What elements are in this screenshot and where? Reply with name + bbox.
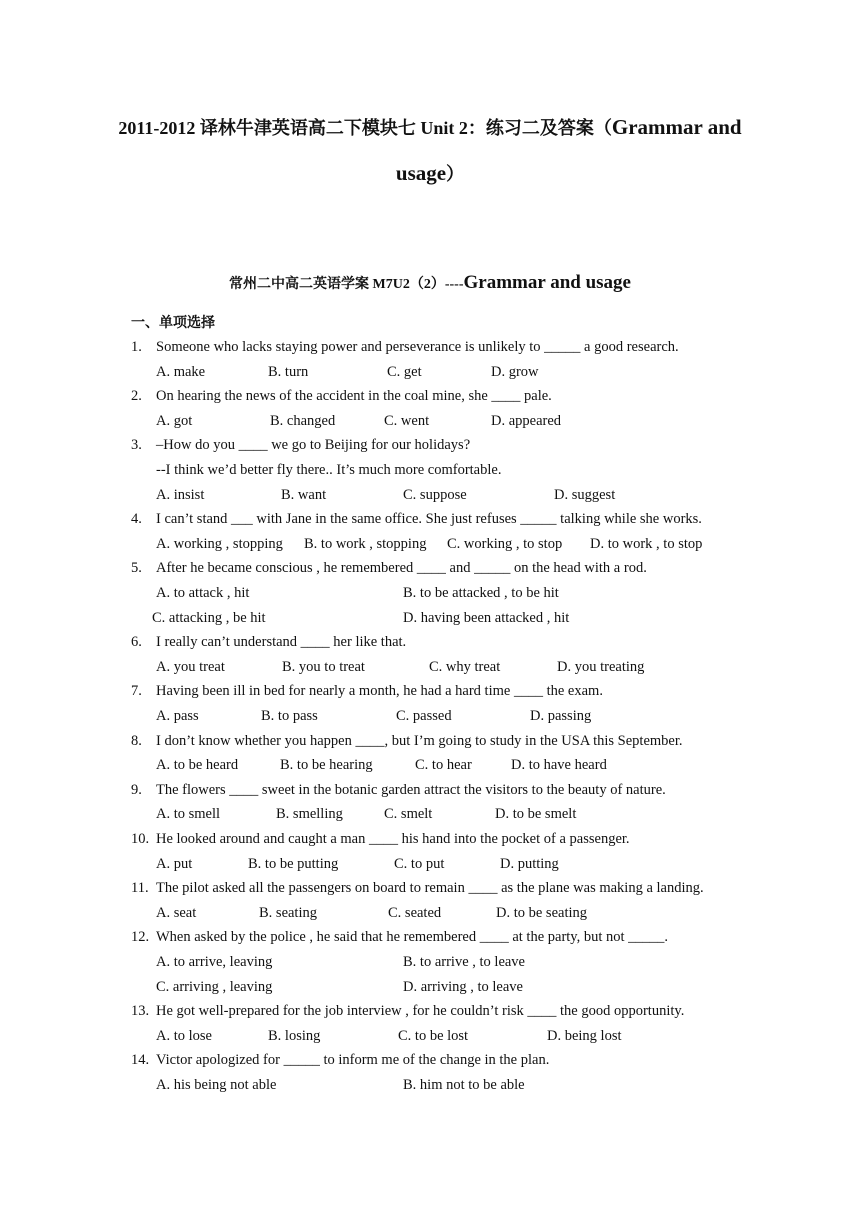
question-number: 11.	[131, 880, 149, 897]
answer-option: B. to be putting	[248, 855, 339, 872]
question-number: 1.	[131, 339, 142, 355]
answer-option: A. make	[156, 363, 206, 380]
answer-option: D. being lost	[547, 1027, 622, 1044]
answer-option: B. smelling	[276, 806, 343, 823]
question-text: I don’t know whether you happen ____, but I’m going to study in the USA this September.	[156, 732, 683, 749]
answer-option: A. insist	[156, 486, 205, 503]
answer-option: D. to have heard	[511, 757, 607, 774]
answer-option: A. to be heard	[156, 757, 239, 774]
answer-option: A. got	[156, 412, 193, 429]
answer-option: B. seating	[259, 904, 317, 921]
answer-option: A. to arrive, leaving	[156, 954, 273, 970]
answer-option: B. turn	[268, 363, 309, 380]
answer-option: C. seated	[388, 904, 442, 921]
answer-option: A. working , stopping	[156, 535, 283, 552]
question-number: 4.	[131, 511, 142, 528]
answer-option: A. put	[156, 855, 193, 872]
answer-option: D. having been attacked , hit	[403, 609, 570, 626]
question-text: On hearing the news of the accident in the coal mine, she ____ pale.	[156, 388, 552, 405]
answer-option: A. seat	[156, 904, 197, 921]
subtitle-prefix: 常州二中高二英语学案 M7U2（2）----	[229, 277, 464, 292]
question-text: I really can’t understand ____ her like that.	[156, 634, 407, 651]
question-text: Having been ill in bed for nearly a month, he had a hard time ____ the exam.	[156, 683, 603, 700]
document-title-line2	[0, 150, 860, 197]
question-text: The pilot asked all the passengers on board to remain ____ as the plane was making a landing.	[156, 880, 704, 897]
answer-option: B. to work , stopping	[304, 535, 427, 552]
question-number: 10.	[131, 831, 150, 847]
question-number: 8.	[131, 732, 142, 749]
answer-option: A. you treat	[156, 658, 225, 675]
answer-option: C. arriving , leaving	[156, 978, 273, 995]
question-number: 6.	[131, 634, 142, 651]
answer-option: C. get	[387, 363, 422, 380]
section-heading: 一、单项选择	[131, 316, 215, 331]
answer-option: B. to pass	[261, 708, 318, 724]
question-text: After he became conscious , he remembered ____ and _____ on the head with a rod.	[156, 560, 647, 577]
question-number: 7.	[131, 683, 142, 700]
answer-option: A. his being not able	[156, 1077, 277, 1093]
answer-option: C. working , to stop	[447, 535, 563, 552]
subtitle-big: Grammar and usage	[463, 272, 631, 293]
answer-option: B. losing	[268, 1027, 321, 1044]
answer-option: C. smelt	[384, 806, 433, 823]
answer-option: D. appeared	[491, 412, 562, 429]
document-title-line1	[0, 104, 860, 151]
answer-option: D. to work , to stop	[590, 535, 703, 552]
answer-option: D. putting	[500, 855, 559, 872]
answer-option: D. suggest	[554, 486, 616, 503]
answer-option: D. arriving , to leave	[403, 978, 523, 995]
question-number: 12.	[131, 929, 150, 946]
answer-option: B. want	[281, 486, 327, 503]
answer-option: B. him not to be able	[403, 1077, 525, 1093]
answer-option: A. to lose	[156, 1027, 212, 1044]
answer-option: C. to be lost	[398, 1027, 469, 1044]
answer-option: B. to be hearing	[280, 757, 373, 774]
answer-option: A. to smell	[156, 806, 221, 823]
worksheet-subtitle	[0, 272, 860, 294]
title-suffix: ）	[446, 164, 465, 184]
answer-option: C. why treat	[429, 658, 501, 675]
answer-option: B. you to treat	[282, 658, 365, 675]
question-text: –How do you ____ we go to Beijing for our holidays?	[156, 437, 471, 454]
title-prefix: 2011-2012 译林牛津英语高二下模块七 Unit 2：练习二及答案（	[118, 118, 612, 138]
answer-option: D. passing	[530, 708, 592, 724]
question-number: 14.	[131, 1052, 150, 1069]
question-number: 9.	[131, 781, 142, 798]
question-number: 3.	[131, 437, 142, 454]
answer-option: D. you treating	[557, 658, 645, 675]
answer-option: D. to be seating	[496, 904, 588, 921]
question-number: 2.	[131, 388, 142, 405]
question-number: 5.	[131, 560, 142, 577]
answer-option: D. to be smelt	[495, 806, 577, 823]
question-text: When asked by the police , he said that he remembered ____ at the party, but not _____.	[156, 929, 669, 946]
answer-option: A. pass	[156, 708, 199, 724]
title-big-text-2: usage	[395, 161, 447, 185]
question-number: 13.	[131, 1003, 150, 1020]
answer-option: A. to attack , hit	[156, 585, 250, 601]
answer-option: C. suppose	[403, 486, 467, 503]
answer-option: C. attacking , be hit	[152, 609, 266, 626]
question-text: Someone who lacks staying power and perseverance is unlikely to _____ a good research.	[156, 339, 679, 355]
answer-option: B. to be attacked , to be hit	[403, 585, 559, 601]
question-text: --I think we’d better fly there.. It’s much more comfortable.	[156, 462, 502, 478]
answer-option: C. to put	[394, 855, 445, 872]
answer-option: C. to hear	[415, 757, 472, 774]
answer-option: B. changed	[270, 412, 336, 429]
question-text: I can’t stand ___ with Jane in the same office. She just refuses _____ talking while she works.	[156, 511, 702, 528]
question-text: Victor apologized for _____ to inform me of the change in the plan.	[156, 1052, 550, 1069]
answer-option: D. grow	[491, 363, 539, 380]
question-text: The flowers ____ sweet in the botanic garden attract the visitors to the beauty of nature.	[156, 781, 666, 798]
title-big-text: Grammar and	[611, 115, 742, 139]
answer-option: B. to arrive , to leave	[403, 954, 525, 970]
question-text: He got well-prepared for the job interview , for he couldn’t risk ____ the good opportunity.	[156, 1003, 685, 1020]
answer-option: C. went	[384, 412, 430, 429]
answer-option: C. passed	[396, 708, 452, 724]
question-text: He looked around and caught a man ____ his hand into the pocket of a passenger.	[156, 831, 630, 847]
